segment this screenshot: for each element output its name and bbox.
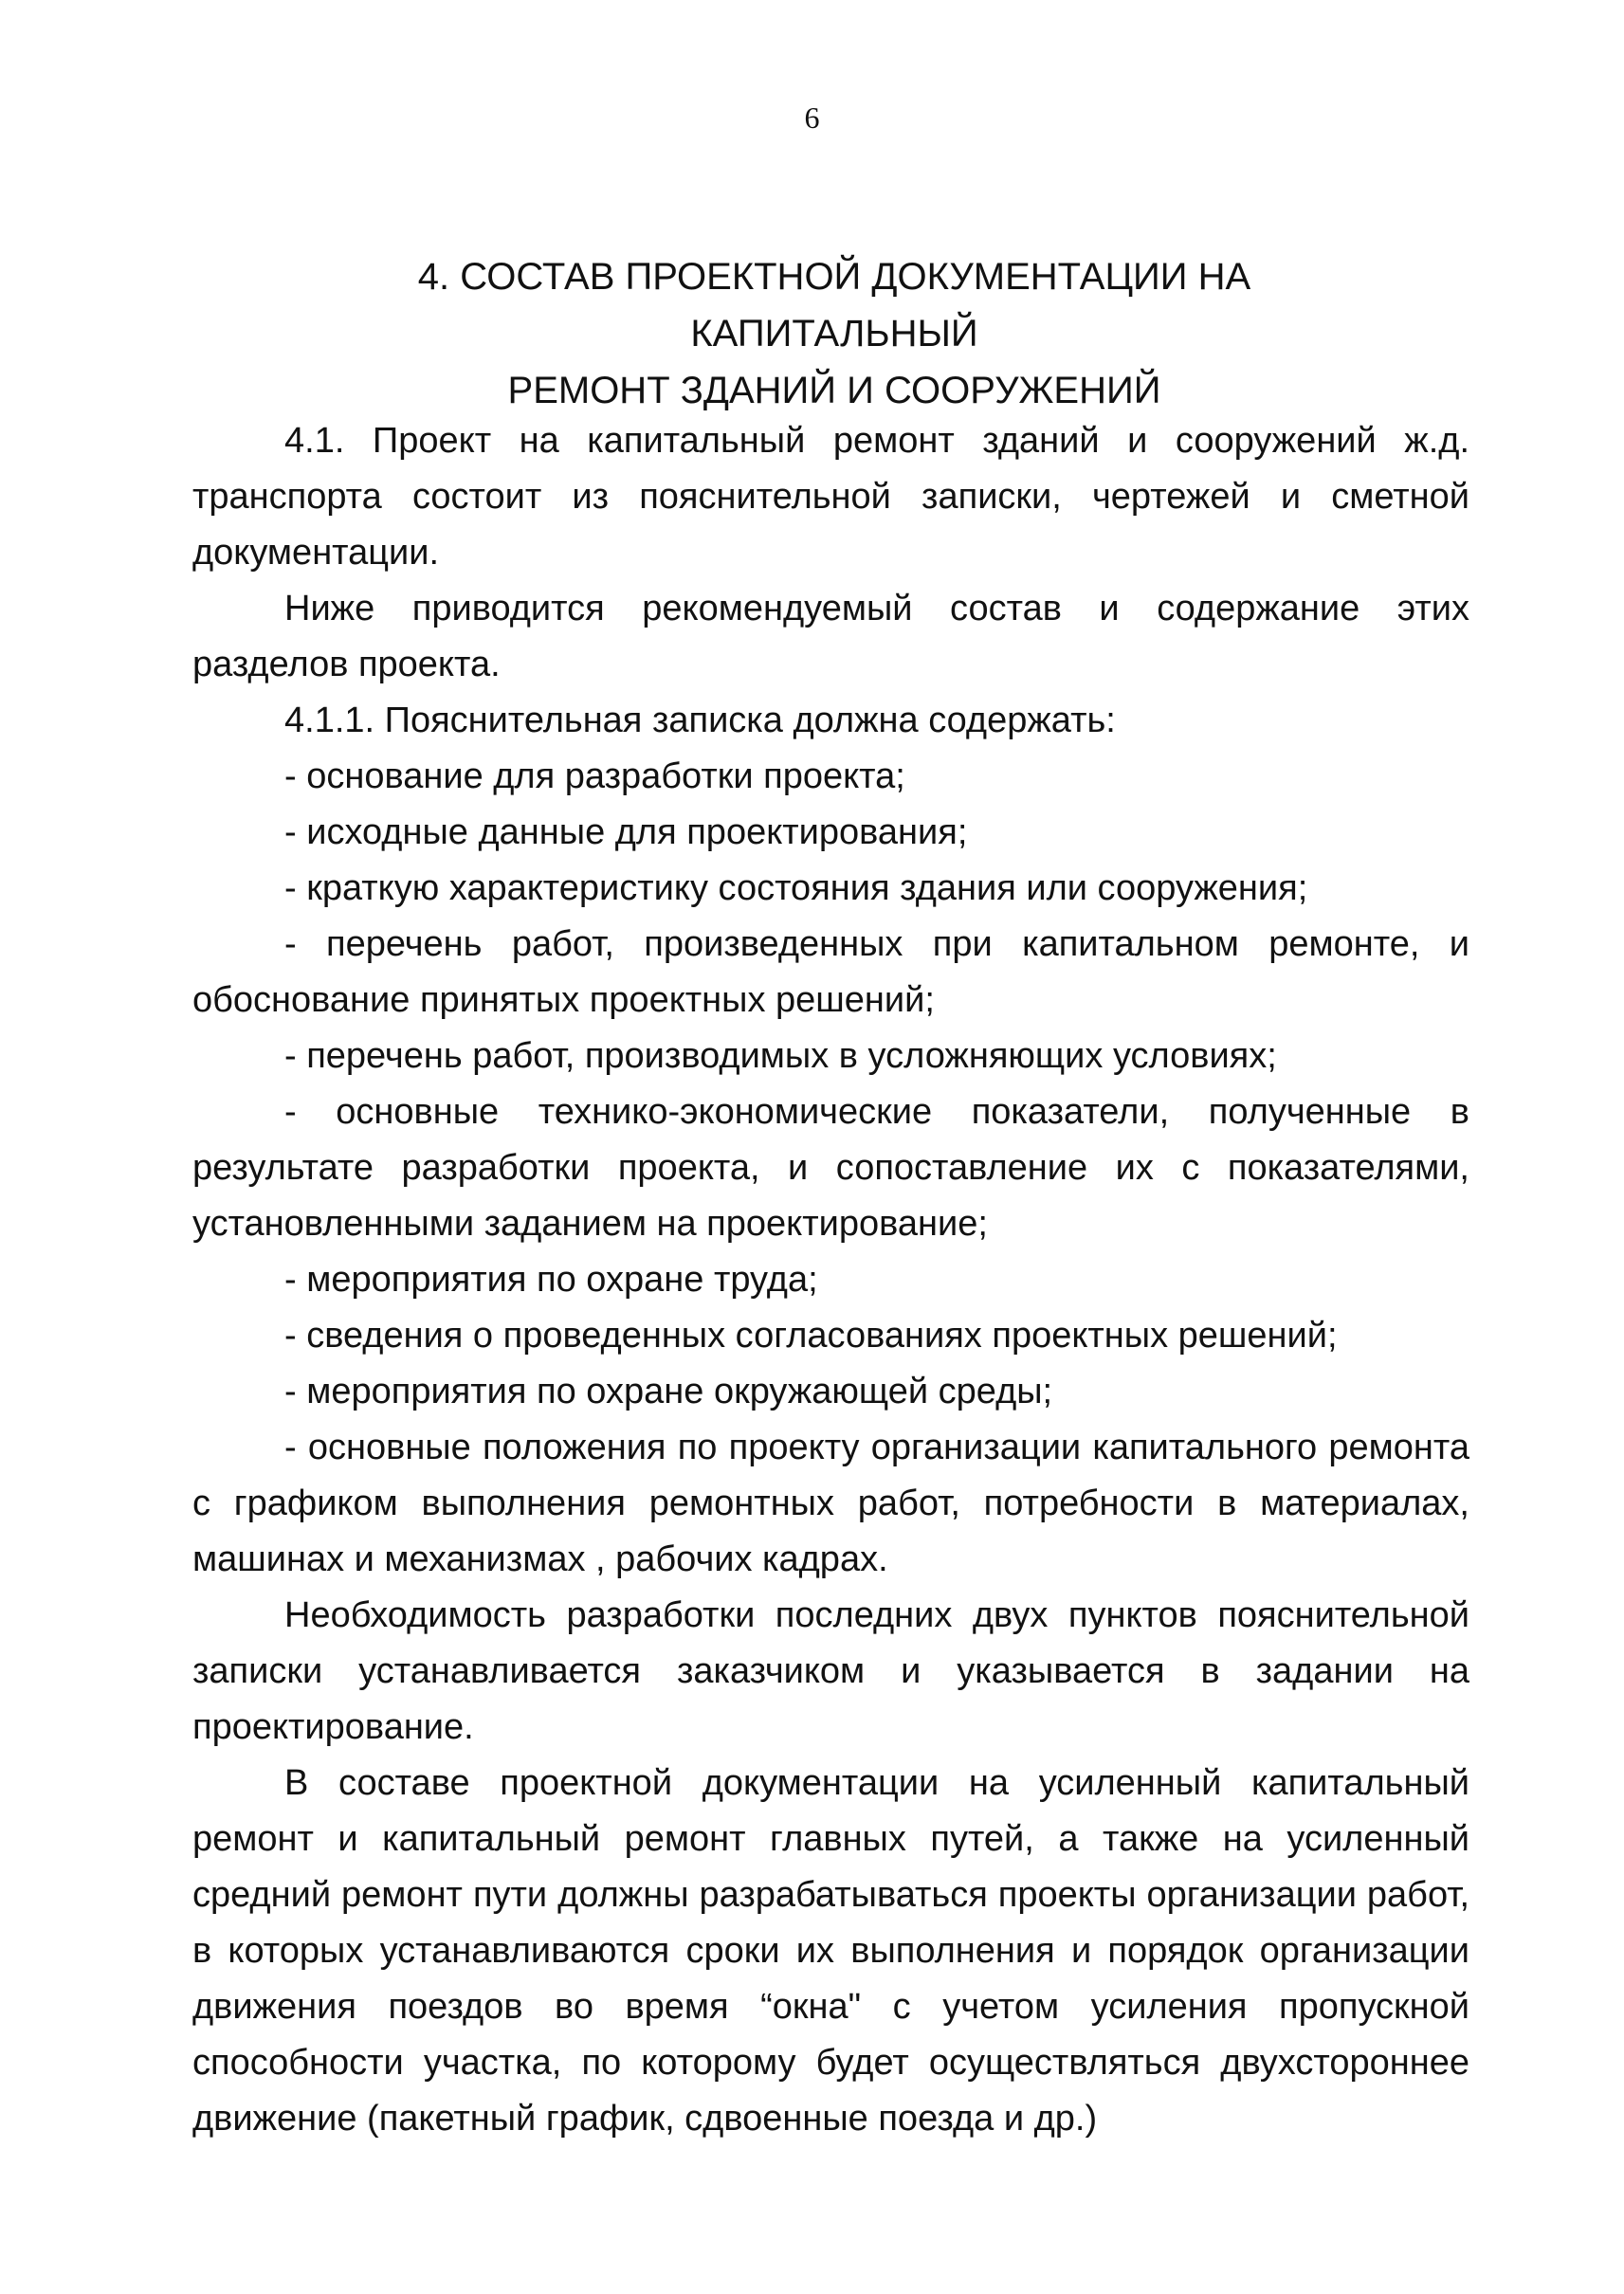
paragraph-organization: В составе проектной документации на усиленный капитальный ремонт и капитальный ремонт главных путей, а также на усиленный средний ремонт пути должны разрабатываться проекты организации работ, в которых устанавливаются сроки их выполнения и порядок организации движения поездов во время “окна" с учетом усиления пропускной способности участка, по которому будет осуществляться двухстороннее движение (пакетный график, сдвоенные поезда и др.) [192,1763,1469,2139]
list-item: - перечень работ, произведенных при капитальном ремонте, и обоснование принятых проектных решений; [192,924,1469,1020]
list-item: - краткую характеристику состояния здания или сооружения; [284,868,1308,908]
paragraph-4-1-1: 4.1.1. Пояснительная записка должна содержать: [284,701,1116,740]
list-item: - перечень работ, производимых в усложняющих условиях; [284,1036,1277,1076]
list-item: - сведения о проведенных согласованиях проектных решений; [284,1316,1338,1356]
document-body [192,413,1469,2147]
list-item: - основные технико-экономические показатели, полученные в результате разработки проекта, и сопоставление их с показателями, установленными заданием на проектирование; [192,1092,1469,1244]
page-number: 6 [804,100,820,135]
section-title [313,248,1356,419]
list-item: - основные положения по проекту организации капитального ремонта с графиком выполнения ремонтных работ, потребности в материалах, машинах и механизмах , рабочих кадрах. [192,1428,1469,1579]
list-item: - основание для разработки проекта; [284,756,905,796]
section-title-line-1: 4. СОСТАВ ПРОЕКТНОЙ ДОКУМЕНТАЦИИ НА КАПИТАЛЬНЫЙ [417,256,1251,355]
paragraph-note: Необходимость разработки последних двух пунктов пояснительной записки устанавливается заказчиком и указывается в задании на проектирование. [192,1595,1469,1747]
list-item: - мероприятия по охране труда; [284,1260,818,1300]
list-item: - мероприятия по охране окружающей среды; [284,1372,1053,1411]
paragraph-intro: Ниже приводится рекомендуемый состав и содержание этих разделов проекта. [192,589,1469,684]
list-item: - исходные данные для проектирования; [284,812,968,852]
section-title-line-2: РЕМОНТ ЗДАНИЙ И СООРУЖЕНИЙ [507,370,1161,411]
paragraph-4-1: 4.1. Проект на капитальный ремонт зданий и сооружений ж.д. транспорта состоит из пояснительной записки, чертежей и сметной документации. [192,421,1469,573]
